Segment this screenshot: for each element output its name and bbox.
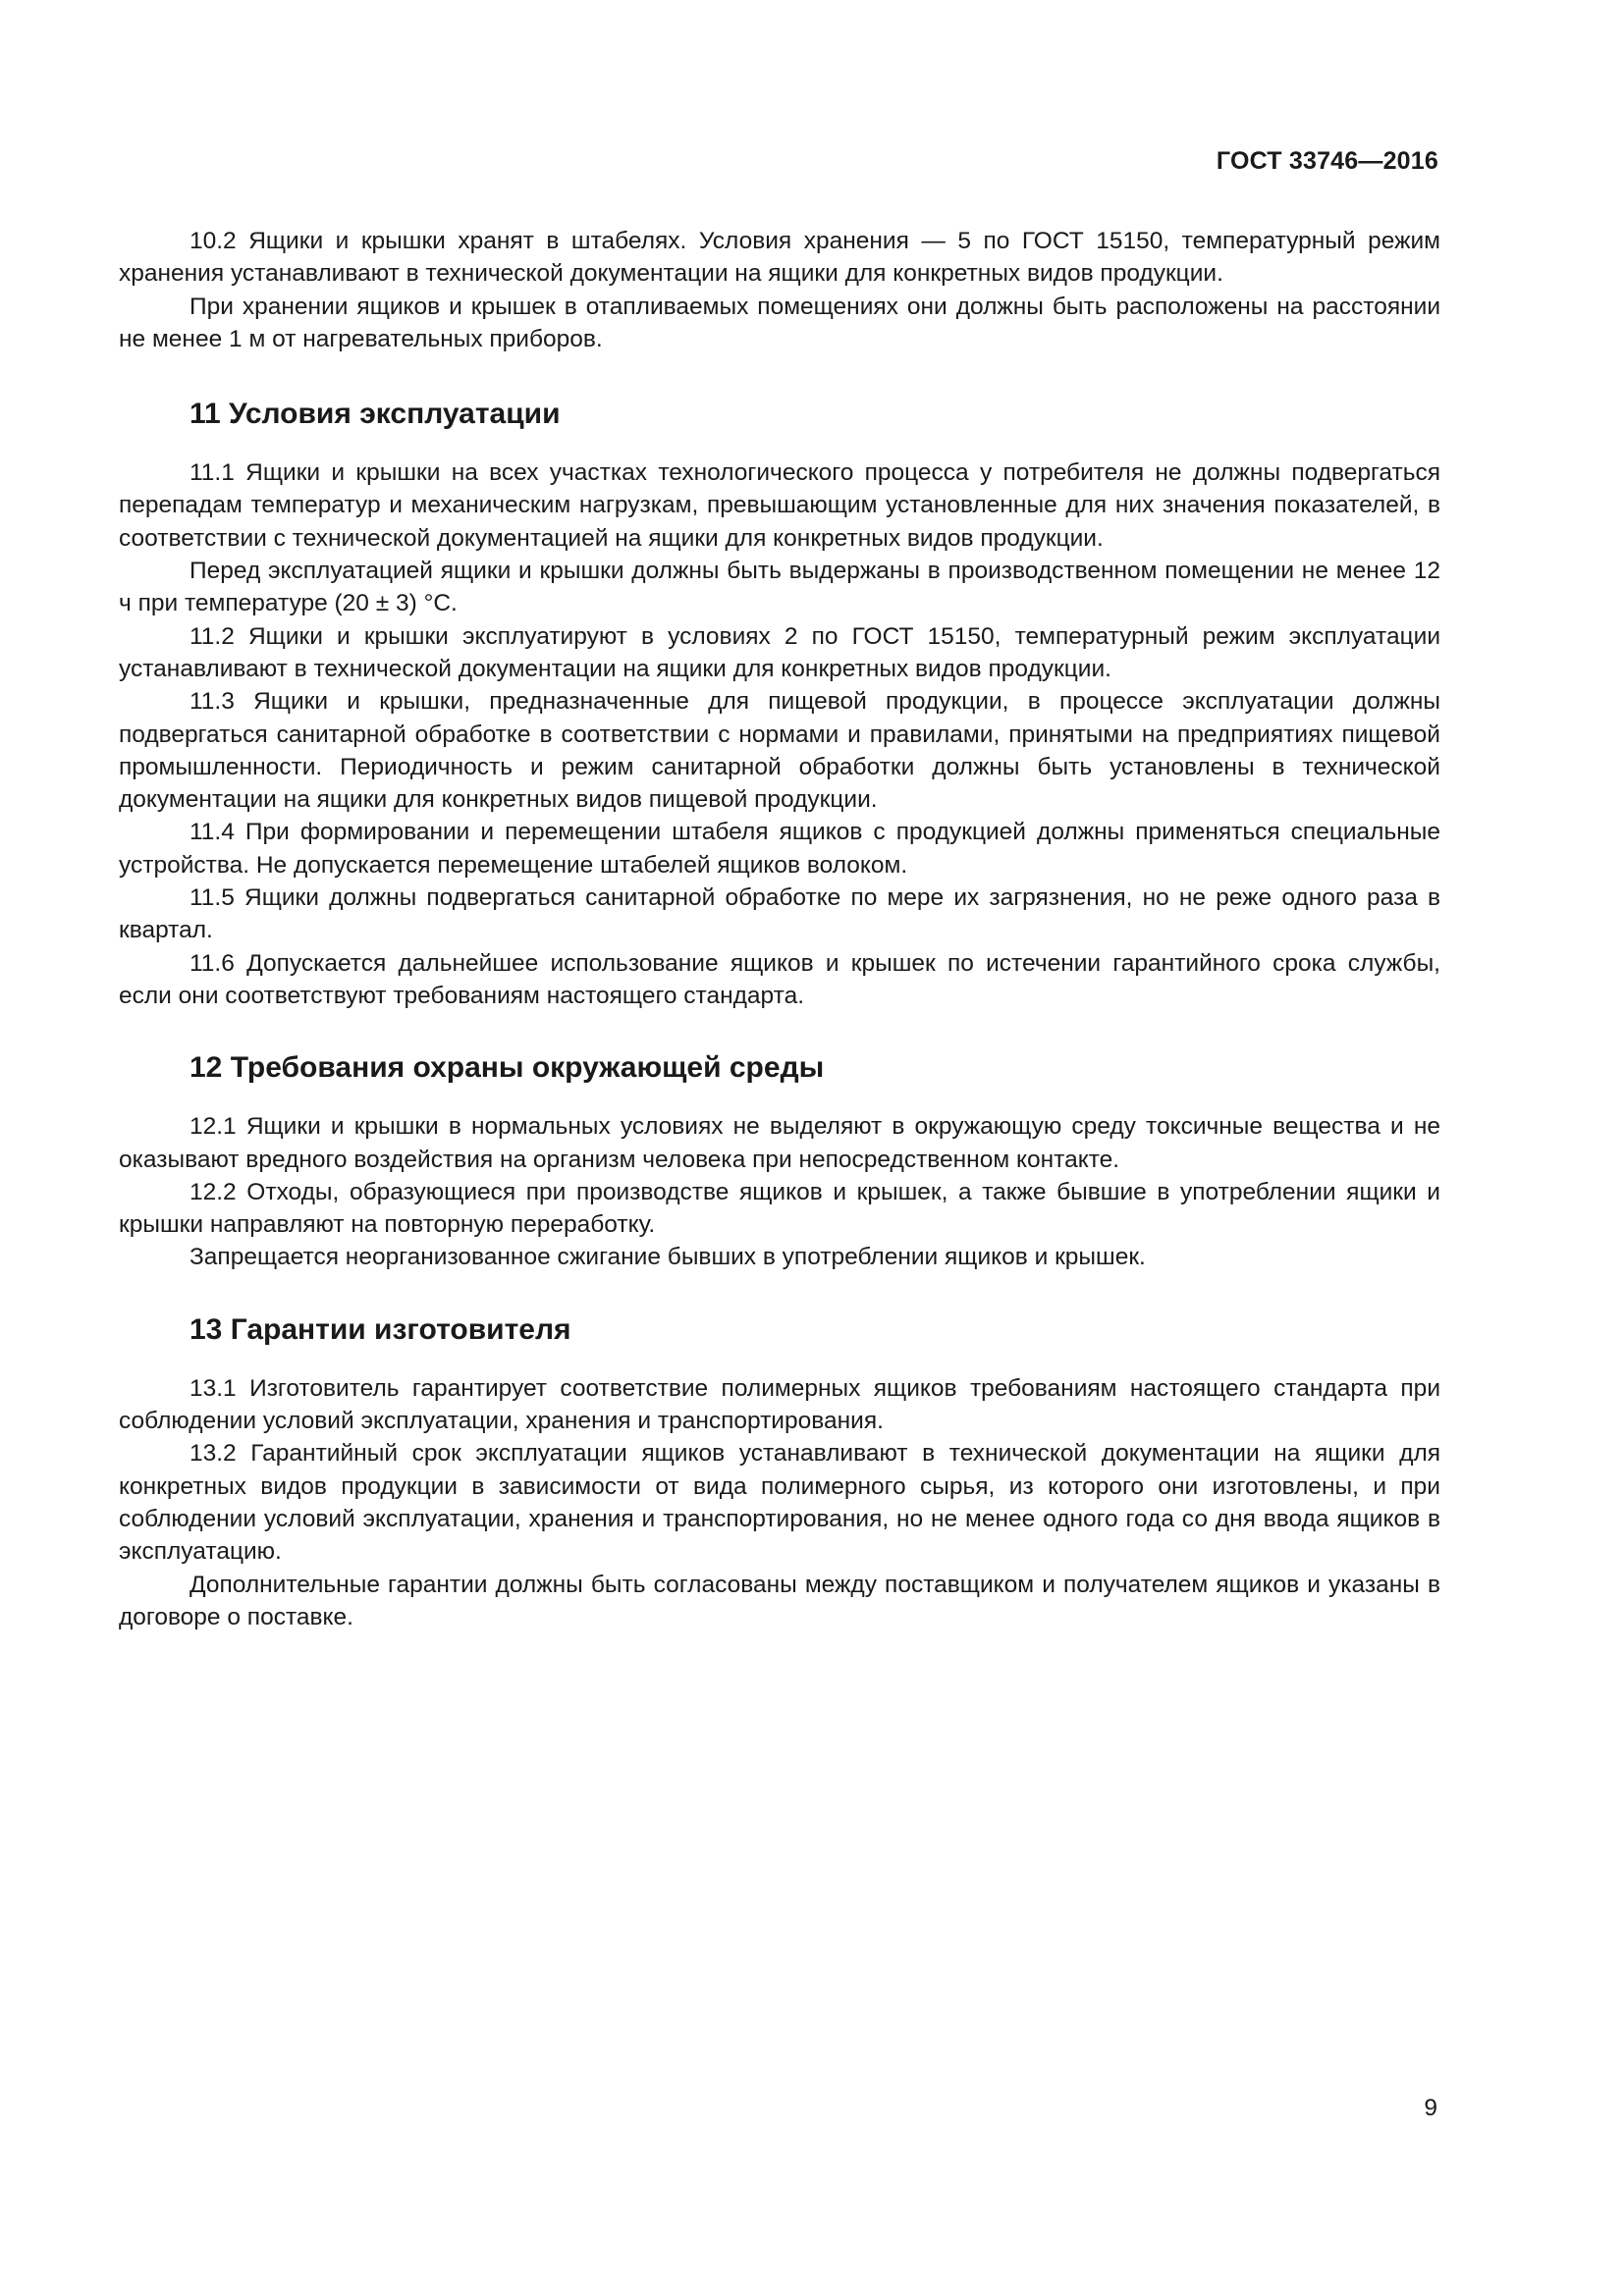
paragraph-13-1: 13.1 Изготовитель гарантирует соответствие полимерных ящиков требованиям настоящего стандарта при соблюдении условий эксплуатации, хранения и транспортирования.: [119, 1374, 1440, 1435]
section-11: [119, 396, 1440, 1012]
section-title: 12 Требования охраны окружающей среды: [189, 1051, 825, 1085]
paragraph-11-3: 11.3 Ящики и крышки, предназначенные для пищевой продукции, в процессе эксплуатации должны подвергаться санитарной обработке в соответствии с нормами и правилами, принятыми на предприятиях пищевой промышленности. Периодичность и режим санитарной обработки должны быть установлены в технической документации на ящики для конкретных видов пищевой продукции.: [119, 688, 1440, 814]
paragraph-11-4: 11.4 При формировании и перемещении штабеля ящиков с продукцией должны применяться специальные устройства. Не допускается перемещение штабелей ящиков волоком.: [119, 819, 1440, 879]
section-title: 11 Условия эксплуатации: [189, 398, 561, 431]
section-13: [119, 1311, 1440, 1633]
paragraph-11-2: 11.2 Ящики и крышки эксплуатируют в условиях 2 по ГОСТ 15150, температурный режим эксплуатации устанавливают в технической документации на ящики для конкретных видов продукции.: [119, 622, 1440, 682]
paragraph-12-2-prohibition: Запрещается неорганизованное сжигание бывших в употреблении ящиков и крышек.: [189, 1244, 1146, 1271]
paragraph-13-2-additional: Дополнительные гарантии должны быть согласованы между поставщиком и получателем ящиков и указаны в договоре о поставке.: [119, 1571, 1440, 1630]
page-number: 9: [1424, 2095, 1437, 2121]
clause-10-continuation: [119, 225, 1440, 355]
paragraph-11-5: 11.5 Ящики должны подвергаться санитарной обработке по мере их загрязнения, но не реже одного раза в квартал.: [119, 884, 1440, 944]
page-content: [119, 225, 1440, 1633]
paragraph-12-1: 12.1 Ящики и крышки в нормальных условиях не выделяют в окружающую среду токсичные вещества и не оказывают вредного воздействия на организм человека при непосредственном контакте.: [119, 1113, 1440, 1173]
paragraph-10-2-storage-distance: При хранении ящиков и крышек в отапливаемых помещениях они должны быть расположены на расстоянии не менее 1 м от нагревательных приборов.: [119, 293, 1440, 352]
section-title: 13 Гарантии изготовителя: [189, 1312, 571, 1346]
paragraph-12-2: 12.2 Отходы, образующиеся при производстве ящиков и крышек, а также бывшие в употреблении ящики и крышки направляют на повторную переработку.: [119, 1178, 1440, 1239]
document-id-header: ГОСТ 33746—2016: [1216, 147, 1438, 175]
paragraph-11-1: 11.1 Ящики и крышки на всех участках технологического процесса у потребителя не должны подвергаться перепадам температур и механическим нагрузкам, превышающим установленные для них значения показателей, в соответствии с технической документацией на ящики для конкретных видов продукции.: [119, 459, 1440, 552]
section-12: [119, 1049, 1440, 1273]
paragraph-11-1-conditioning: Перед эксплуатацией ящики и крышки должны быть выдержаны в производственном помещении не менее 12 ч при температуре (20 ± 3) °С.: [119, 558, 1440, 617]
paragraph-13-2: 13.2 Гарантийный срок эксплуатации ящиков устанавливают в технической документации на ящики для конкретных видов продукции в зависимости от вида полимерного сырья, из которого они изготовлены, и при соблюдении условий эксплуатации, хранения и транспортирования, но не менее одного года со дня ввода ящиков в эксплуатацию.: [119, 1440, 1440, 1566]
paragraph-11-6: 11.6 Допускается дальнейшее использование ящиков и крышек по истечении гарантийного срока службы, если они соответствуют требованиям настоящего стандарта.: [119, 949, 1440, 1009]
paragraph-10-2: 10.2 Ящики и крышки хранят в штабелях. Условия хранения — 5 по ГОСТ 15150, температурный режим хранения устанавливают в технической документации на ящики для конкретных видов продукции.: [119, 228, 1440, 288]
